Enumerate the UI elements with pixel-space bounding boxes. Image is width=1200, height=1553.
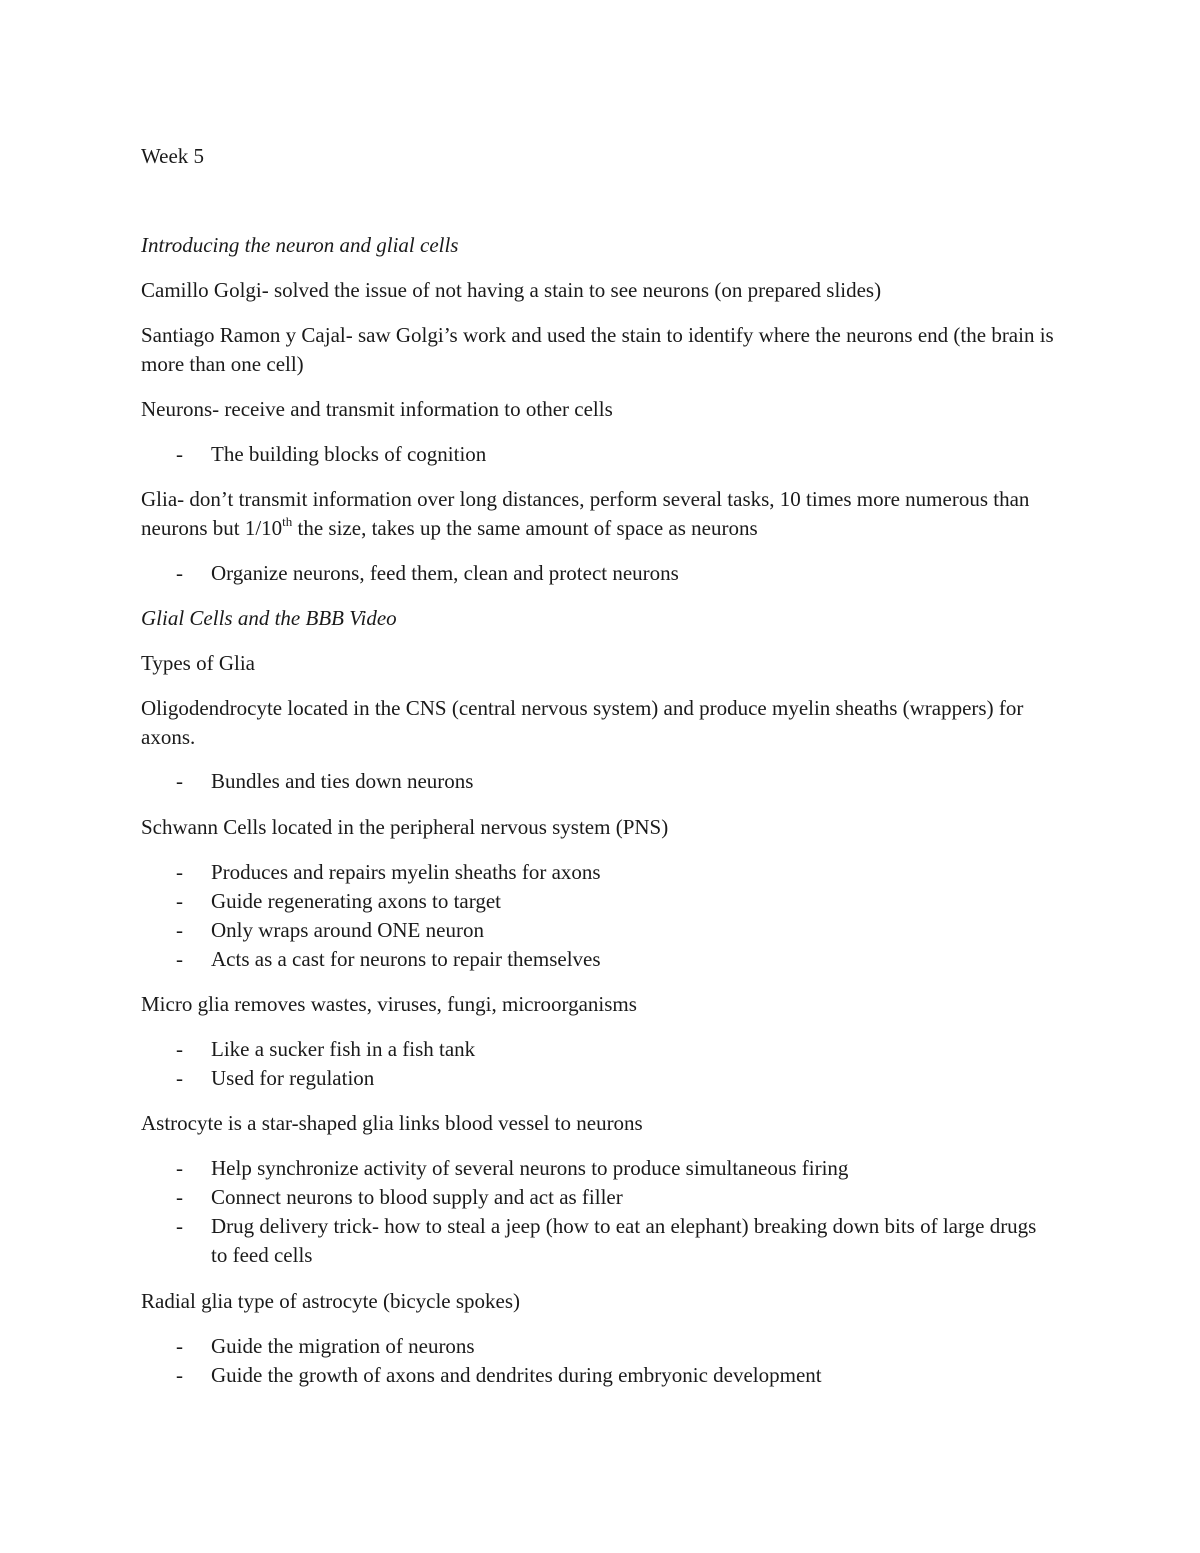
list-item — [176, 1154, 1056, 1183]
list-item-text: Guide regenerating axons to target — [211, 889, 502, 913]
bullet-dash: - — [176, 1066, 183, 1090]
list-item-text: Like a sucker fish in a fish tank — [211, 1037, 476, 1061]
list-item-text: Produces and repairs myelin sheaths for axons — [211, 860, 601, 884]
list-item-text: Acts as a cast for neurons to repair themselves — [211, 947, 601, 971]
list-item — [176, 945, 1056, 974]
bullet-dash: - — [176, 1185, 183, 1209]
superscript-th: th — [282, 514, 293, 529]
radial-glia-paragraph: Radial glia type of astrocyte (bicycle spokes) — [141, 1289, 521, 1313]
list-item-text: Help synchronize activity of several neurons to produce simultaneous firing — [211, 1156, 849, 1180]
list-item — [176, 1212, 1056, 1270]
bullet-dash: - — [176, 860, 183, 884]
list-item — [176, 1064, 1056, 1093]
bullet-dash: - — [176, 769, 183, 793]
list-item — [176, 1361, 1056, 1390]
oligodendrocyte-paragraph: Oligodendrocyte located in the CNS (central nervous system) and produce myelin sheaths (wrappers) for axons. — [141, 696, 1024, 749]
week-title: Week 5 — [141, 144, 205, 168]
schwann-paragraph: Schwann Cells located in the peripheral nervous system (PNS) — [141, 815, 669, 839]
neurons-paragraph: Neurons- receive and transmit information to other cells — [141, 397, 613, 421]
section-heading-glial-bbb: Glial Cells and the BBB Video — [141, 606, 397, 630]
types-of-glia: Types of Glia — [141, 651, 256, 675]
bullet-dash: - — [176, 561, 183, 585]
cajal-paragraph: Santiago Ramon y Cajal- saw Golgi’s work and used the stain to identify where the neurons end (the brain is more than one cell) — [141, 323, 1054, 376]
list-item-text: Drug delivery trick- how to steal a jeep (how to eat an elephant) breaking down bits of large drugs to feed cells — [211, 1214, 1037, 1267]
list-item-text: Bundles and ties down neurons — [211, 769, 474, 793]
list-item-text: Organize neurons, feed them, clean and protect neurons — [211, 561, 679, 585]
list-item — [176, 440, 1056, 469]
list-item — [176, 1332, 1056, 1361]
list-item-text: Used for regulation — [211, 1066, 375, 1090]
list-item — [176, 858, 1056, 887]
list-item — [176, 1035, 1056, 1064]
list-item — [176, 916, 1056, 945]
list-item — [176, 1183, 1056, 1212]
list-item-text: Only wraps around ONE neuron — [211, 918, 484, 942]
glia-text-start: Glia- don’t transmit information over long distances, perform several tasks, 10 times more numerous than neurons but 1/10 — [141, 487, 1030, 540]
list-item-text: Connect neurons to blood supply and act as filler — [211, 1185, 623, 1209]
glia-text-end: the size, takes up the same amount of space as neurons — [292, 516, 758, 540]
bullet-dash: - — [176, 947, 183, 971]
bullet-dash: - — [176, 1156, 183, 1180]
bullet-dash: - — [176, 1334, 183, 1358]
list-item-text: Guide the migration of neurons — [211, 1334, 475, 1358]
list-item-text: The building blocks of cognition — [211, 442, 487, 466]
list-item-text: Guide the growth of axons and dendrites during embryonic development — [211, 1363, 822, 1387]
section-heading-neuron-glia: Introducing the neuron and glial cells — [141, 233, 459, 257]
list-item — [176, 887, 1056, 916]
microglia-paragraph: Micro glia removes wastes, viruses, fungi, microorganisms — [141, 992, 637, 1016]
bullet-dash: - — [176, 442, 183, 466]
bullet-dash: - — [176, 1037, 183, 1061]
bullet-dash: - — [176, 1363, 183, 1387]
astrocyte-paragraph: Astrocyte is a star-shaped glia links blood vessel to neurons — [141, 1111, 643, 1135]
list-item — [176, 767, 1056, 796]
list-item — [176, 559, 1056, 588]
bullet-dash: - — [176, 1214, 183, 1238]
golgi-paragraph: Camillo Golgi- solved the issue of not having a stain to see neurons (on prepared slides) — [141, 278, 882, 302]
bullet-dash: - — [176, 918, 183, 942]
glia-paragraph — [141, 485, 1061, 543]
bullet-dash: - — [176, 889, 183, 913]
